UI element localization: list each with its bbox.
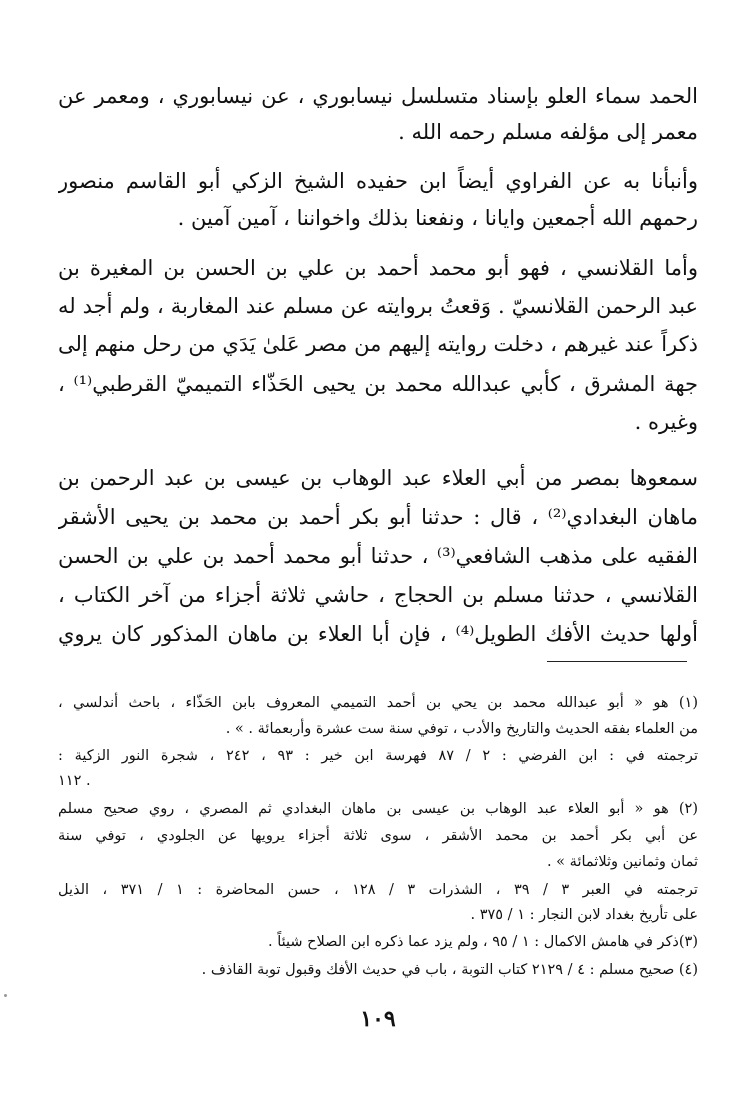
body-line: ذكراً عند غيرهم ، دخلت روايته إليهم من مصر عَلىٰ يَدَي من رحل منهم إلى [58,332,698,356]
body-line: وأما القلانسي ، فهو أبو محمد أحمد بن علي بن الحسن بن المغيرة بن [58,256,698,280]
scan-speck [4,994,7,997]
footnote-line: ترجمته في : ابن الفرضي : ٢ / ٨٧ فهرسة ابن خير : ٩٣ ، ٢٤٢ ، شجرة النور الزكية : [58,748,698,764]
body-line: ماهان البغدادي⁽²⁾ ، قال : حدثنا أبو بكر أحمد بن محمد بن يحيى الأشقر [58,505,698,529]
body-line: رحمهم الله أجمعين وايانا ، ونفعنا بذلك واخواننا ، آمين آمين . [177,206,698,230]
body-line: الفقيه على مذهب الشافعي⁽³⁾ ، حدثنا أبو محمد أحمد بن علي بن الحسن [58,544,698,568]
body-line: عبد الرحمن القلانسيّ . وَقعتُ بروايته عن مسلم عند المغاربة ، ولم أجد له [58,294,698,318]
footnote-line: على تأريخ بغداد لابن النجار : ١ / ٣٧٥ . [470,907,698,923]
body-line: جهة المشرق ، كأبي عبدالله محمد بن يحيى الحَذّاء التميميّ القرطبي⁽¹⁾ ، [58,372,698,396]
body-line: وغيره . [634,410,698,434]
footnote-line: من العلماء بفقه الحديث والتاريخ والأدب ، توفي سنة ست عشرة وأربعمائة . » . [225,721,698,737]
body-line: معمر إلى مؤلفه مسلم رحمه الله . [398,120,698,144]
body-line: الحمد سماء العلو بإسناد متسلسل نيسابوري ، عن نيسابوري ، ومعمر عن [58,84,698,108]
footnote-separator [547,661,687,662]
footnote-line: (٣)ذكر في هامش الاكمال : ١ / ٩٥ ، ولم يزد عما ذكره ابن الصلاح شيئاً . [268,934,698,950]
footnote-line: (٤) صحيح مسلم : ٤ / ٢١٢٩ كتاب التوبة ، باب في حديث الأفك وقبول توبة القاذف . [201,962,698,978]
body-line: سمعوها بمصر من أبي العلاء عبد الوهاب بن عيسى بن عبد الرحمن بن [58,466,698,490]
footnote-line: (١) هو « أبو عبدالله محمد بن يحي بن أحمد التميمي المعروف بابن الحَذّاء ، باحث أندلسي ، [58,695,698,711]
footnote-line: (٢) هو « أبو العلاء عبد الوهاب بن عيسى بن ماهان البغدادي ثم المصري ، روي صحيح مسلم [58,801,698,817]
footnote-line: ثمان وثمانين وثلاثمائة » . [546,854,698,870]
page-number: ١٠٩ [360,1006,396,1032]
body-line: وأنبأنا به عن الفراوي أيضاً ابن حفيده الشيخ الزكي أبو القاسم منصور [58,169,698,193]
footnote-line: ١١٢ . [58,773,91,789]
footnote-line: عن أبي بكر أحمد بن محمد الأشقر ، سوى ثلاثة أجزاء يرويها عن الجلودي ، توفي سنة [58,828,698,844]
footnote-line: ترجمته في العبر ٣ / ٣٩ ، الشذرات ٣ / ١٢٨ ، حسن المحاضرة : ١ / ٣٧١ ، الذيل [58,882,698,898]
body-line: أولها حديث الأفك الطويل⁽⁴⁾ ، فإن أبا العلاء بن ماهان المذكور كان يروي [58,622,698,646]
body-line: القلانسي ، حدثنا مسلم بن الحجاج ، حاشي ثلاثة أجزاء من آخر الكتاب ، [58,583,698,607]
